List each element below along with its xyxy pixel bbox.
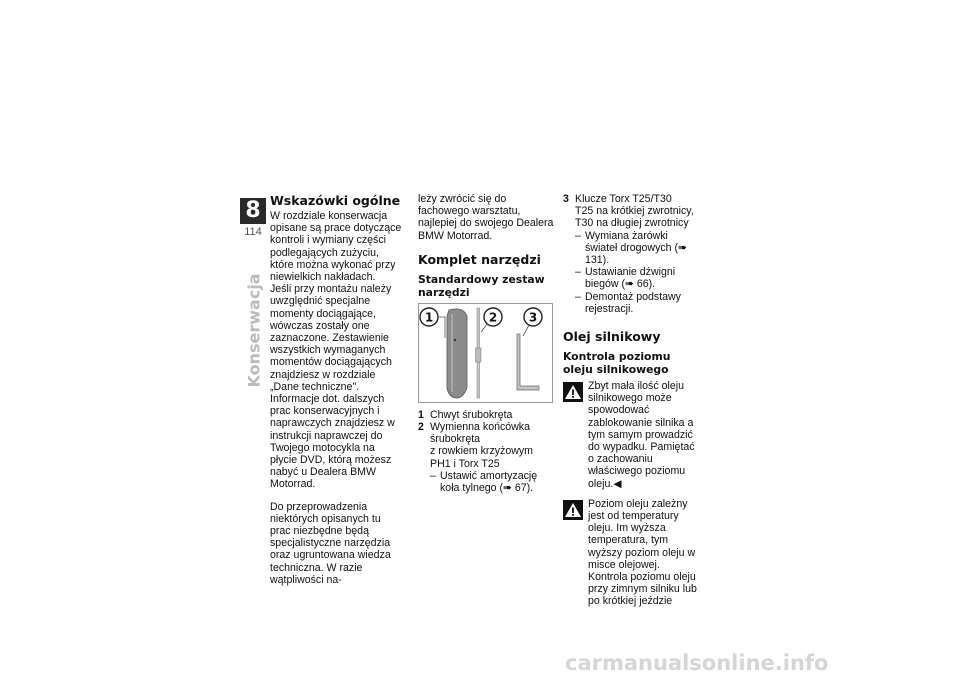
legend-item-2 [418, 421, 554, 445]
legend-text-1: Chwyt śrubokręta [430, 408, 513, 421]
note-text-oil-temperature: Poziom oleju zależny jest od temperatury oleju. Im wyższa temperatura, tym wyższy poziom oleju w misce olejowej. Kontrola poziomu oleju przy zimnym silniku lub po krótkiej jeździe [588, 497, 697, 608]
warning-text-low-oil: Zbyt mała ilość oleju silnikowego może spowodować zablokowanie silnika a tym samym prowadzić do wypadku. Pamiętać o zachowaniu właściwego poziomu oleju.◀ [588, 380, 695, 490]
toolkit-figure [418, 303, 553, 403]
subheading-standard-toolkit: Standardowy zestaw narzędzi [418, 272, 545, 299]
page-number: 114 [244, 226, 262, 238]
section-title-engine-oil: Olej silnikowy [563, 329, 661, 345]
warning-triangle-icon [563, 500, 583, 520]
torx-key-icon [517, 334, 539, 390]
toolkit-illustration [419, 304, 552, 402]
legend-text-3: Klucze Torx T25/T30 [575, 193, 672, 205]
dash-item-plate-holder [563, 291, 701, 315]
dash-marker: – [575, 290, 581, 303]
column-general-notes [270, 193, 404, 586]
watermark: carmanualsonline.info [565, 651, 829, 675]
bit-collar [476, 348, 482, 362]
legend-number-1: 1 [418, 408, 424, 421]
dash-text-shock-absorber: Ustawić amortyzację koła tylnego (➠ 67). [440, 469, 538, 495]
paragraph-repair-info: Informacje dot. dalszych prac konserwacyjnych i naprawczych znajdziesz w instrukcji naprawczej do Twojego motocykla na płycie DVD, którą możesz nabyć u Dealera BMW Motorrad. [270, 393, 395, 491]
dash-marker: – [575, 229, 581, 242]
callout-label-1: 1 [424, 310, 434, 325]
leader-line-3 [523, 325, 529, 336]
dash-item-gear-lever [563, 266, 701, 290]
legend-2-detail: z rowkiem krzyżowym PH1 i Torx T25 [430, 445, 533, 470]
legend-number-2: 2 [418, 421, 424, 434]
subheading-oil-level-check: Kontrola poziomu oleju silnikowego [563, 350, 671, 377]
legend-2-dash-item [418, 470, 554, 494]
warning-triangle-icon [563, 382, 583, 402]
section-title-toolkit: Komplet narzędzi [418, 251, 541, 267]
dash-text-gear-lever: Ustawianie dźwigni biegów (➠ 66). [585, 266, 676, 291]
section-title-general-notes: Wskazówki ogólne [270, 193, 401, 208]
chapter-number: 8 [240, 198, 266, 224]
column-engine-oil [563, 193, 701, 608]
column-toolkit [418, 193, 554, 494]
dash-marker: – [430, 469, 436, 482]
paragraph-special-tools: Do przeprowadzenia niektórych opisanych tu prac niezbędne będą specjalistyczne narzędzia oraz ugruntowana wiedza techniczna. W razie wątpliwości na- [270, 500, 391, 586]
legend-item-3 [563, 193, 701, 205]
note-oil-temperature [563, 498, 701, 608]
paragraph-continuation: leży zwrócić się do fachowego warsztatu, najlepiej do swojego Dealera BMW Motorrad. [418, 193, 554, 242]
legend-text-2: Wymienna końcówka śrubokręta [430, 421, 530, 446]
legend-3-detail: T25 na krótkiej zwrotnicy, T30 na długiej zwrotnicy [575, 205, 694, 230]
paragraph-intro: W rozdziale konserwacja opisane są prace dotyczące kontroli i wymiany części podlegających zużyciu, które można wykonać przy niewielkich nakładach. [270, 210, 402, 284]
leader-line-1 [438, 317, 445, 338]
chapter-side-label: Konserwacja [244, 273, 264, 388]
paragraph-torques: Jeśli przy montażu należy uwzględnić specjalne momenty dociągające, wówczas zostały one zaznaczone. Zestawienie wszystkich wymaganych momentów dociągających znajdziesz w rozdziale „Dane techniczne". [270, 283, 392, 393]
callout-label-2: 2 [488, 310, 498, 325]
screwdriver-handle-icon [447, 309, 467, 398]
legend-number-3: 3 [563, 193, 569, 205]
leader-line-2 [481, 324, 487, 332]
dash-item-headlight [563, 230, 701, 267]
handle-dot [454, 339, 456, 341]
legend-item-1 [418, 409, 554, 421]
callout-label-3: 3 [528, 310, 538, 325]
dash-text-plate-holder: Demontaż podstawy rejestracji. [585, 290, 681, 315]
dash-marker: – [575, 266, 581, 279]
warning-low-oil [563, 380, 701, 490]
dash-text-headlight: Wymiana żarówki świateł drogowych (➠ 131). [585, 229, 687, 267]
